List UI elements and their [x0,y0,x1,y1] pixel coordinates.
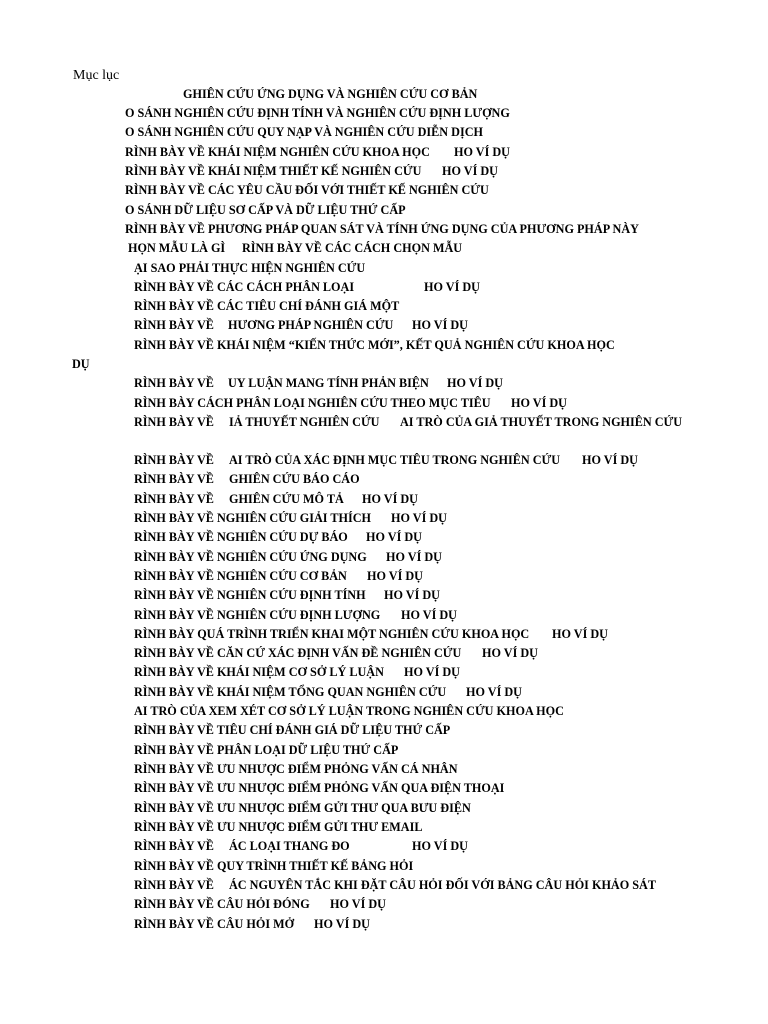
toc-entry-segment: HƯƠNG PHÁP NGHIÊN CỨU [228,318,394,332]
toc-entry: RÌNH BÀY VỀ CĂN CỨ XÁC ĐỊNH VẤN ĐỀ NGHIÊN CỨU [134,646,462,660]
toc-entry: RÌNH BÀY VỀ NGHIÊN CỨU GIẢI THÍCH [134,511,372,525]
toc-entry: RÌNH BÀY VỀ NGHIÊN CỨU ĐỊNH LƯỢNG [134,608,381,622]
toc-entry-segment: HO VÍ DỤ [442,164,498,178]
page-title: Mục lục [73,68,120,83]
toc-entry: O SÁNH NGHIÊN CỨU QUY NẠP VÀ NGHIÊN CỨU DIỄN DỊCH [125,125,483,139]
toc-entry: RÌNH BÀY VỀ ƯU NHƯỢC ĐIỂM GỬI THƯ QUA BƯU ĐIỆN [134,801,471,815]
toc-entry: RÌNH BÀY VỀ ƯU NHƯỢC ĐIỂM GỬI THƯ EMAIL [134,820,423,834]
toc-entry: RÌNH BÀY VỀ NGHIÊN CỨU CƠ BẢN [134,569,347,583]
toc-entry-segment: ÁC LOẠI THANG ĐO [229,839,350,853]
toc-entry: DỤ [72,357,90,371]
toc-entry-segment: GHIÊN CỨU BÁO CÁO [229,472,360,486]
toc-entry-segment: HO VÍ DỤ [314,917,370,931]
toc-entry: RÌNH BÀY VỀ [134,415,214,429]
toc-entry: RÌNH BÀY VỀ QUY TRÌNH THIẾT KẾ BẢNG HỎI [134,859,414,873]
toc-entry-segment: HO VÍ DỤ [511,396,567,410]
toc-entry-segment: HO VÍ DỤ [404,665,460,679]
toc-entry: HỌN MẪU LÀ GÌ [128,241,226,255]
toc-entry: RÌNH BÀY VỀ KHÁI NIỆM THIẾT KẾ NGHIÊN CỨU [125,164,422,178]
toc-entry: RÌNH BÀY VỀ NGHIÊN CỨU DỰ BÁO [134,530,348,544]
toc-entry: RÌNH BÀY VỀ [134,318,214,332]
toc-entry: RÌNH BÀY VỀ TIÊU CHÍ ĐÁNH GIÁ DỮ LIỆU THỨ CẤP [134,723,451,737]
toc-entry: RÌNH BÀY VỀ [134,453,214,467]
toc-entry: RÌNH BÀY VỀ PHƯƠNG PHÁP QUAN SÁT VÀ TÍNH ỨNG DỤNG CỦA PHƯƠNG PHÁP NÀY [125,222,639,236]
toc-entry: RÌNH BÀY VỀ [134,492,214,506]
toc-entry-segment: IẢ THUYẾT NGHIÊN CỨU [229,415,380,429]
toc-entry-segment: HO VÍ DỤ [412,318,468,332]
toc-entry: O SÁNH NGHIÊN CỨU ĐỊNH TÍNH VÀ NGHIÊN CỨU ĐỊNH LƯỢNG [125,106,510,120]
toc-entry: AI TRÒ CỦA XEM XÉT CƠ SỞ LÝ LUẬN TRONG NGHIÊN CỨU KHOA HỌC [134,704,564,718]
toc-entry-segment: GHIÊN CỨU MÔ TẢ [229,492,344,506]
toc-entry-segment: HO VÍ DỤ [386,550,442,564]
toc-entry: RÌNH BÀY VỀ CÁC TIÊU CHÍ ĐÁNH GIÁ MỘT [134,299,400,313]
toc-entry-segment: HO VÍ DỤ [552,627,608,641]
toc-entry: ẠI SAO PHẢI THỰC HIỆN NGHIÊN CỨU [134,261,366,275]
toc-entry: RÌNH BÀY VỀ [134,839,214,853]
toc-entry-segment: HO VÍ DỤ [401,608,457,622]
toc-entry-segment: RÌNH BÀY VỀ CÁC CÁCH CHỌN MẪU [242,241,463,255]
toc-entry-segment: HO VÍ DỤ [424,280,480,294]
toc-entry-segment: AI TRÒ CỦA GIẢ THUYẾT TRONG NGHIÊN CỨU [400,415,683,429]
toc-entry: RÌNH BÀY VỀ KHÁI NIỆM CƠ SỞ LÝ LUẬN [134,665,384,679]
toc-entry-segment: AI TRÒ CỦA XÁC ĐỊNH MỤC TIÊU TRONG NGHIÊN CỨU [229,453,561,467]
toc-entry-segment: HO VÍ DỤ [454,145,510,159]
toc-entry-segment: ÁC NGUYÊN TẮC KHI ĐẶT CÂU HỎI ĐỐI VỚI BẢNG CÂU HỎI KHẢO SÁT [229,878,656,892]
toc-entry: RÌNH BÀY VỀ ƯU NHƯỢC ĐIỂM PHỎNG VẤN QUA ĐIỆN THOẠI [134,781,505,795]
toc-entry: RÌNH BÀY VỀ CÁC CÁCH PHÂN LOẠI [134,280,355,294]
toc-entry-segment: HO VÍ DỤ [582,453,638,467]
toc-entry: RÌNH BÀY VỀ [134,376,214,390]
toc-entry-segment: HO VÍ DỤ [330,897,386,911]
toc-entry: RÌNH BÀY VỀ NGHIÊN CỨU ỨNG DỤNG [134,550,367,564]
toc-entry: RÌNH BÀY VỀ PHÂN LOẠI DỮ LIỆU THỨ CẤP [134,743,399,757]
toc-entry-segment: HO VÍ DỤ [482,646,538,660]
toc-entry: RÌNH BÀY VỀ [134,472,214,486]
toc-entry: RÌNH BÀY VỀ [134,878,214,892]
toc-entry: RÌNH BÀY VỀ CÂU HỎI ĐÓNG [134,897,310,911]
toc-entry: RÌNH BÀY VỀ ƯU NHƯỢC ĐIỂM PHỎNG VẤN CÁ NHÂN [134,762,458,776]
toc-entry-segment: HO VÍ DỤ [367,569,423,583]
toc-entry: RÌNH BÀY VỀ KHÁI NIỆM TỔNG QUAN NGHIÊN CỨU [134,685,447,699]
toc-entry: RÌNH BÀY QUÁ TRÌNH TRIỂN KHAI MỘT NGHIÊN CỨU KHOA HỌC [134,627,530,641]
toc-entry: RÌNH BÀY VỀ KHÁI NIỆM NGHIÊN CỨU KHOA HỌC [125,145,430,159]
toc-entry: RÌNH BÀY VỀ KHÁI NIỆM “KIẾN THỨC MỚI”, KẾT QUẢ NGHIÊN CỨU KHOA HỌC [134,338,615,352]
toc-entry-segment: HO VÍ DỤ [366,530,422,544]
toc-entry-segment: HO VÍ DỤ [412,839,468,853]
toc-entry-segment: HO VÍ DỤ [391,511,447,525]
toc-entry-segment: HO VÍ DỤ [384,588,440,602]
toc-entry-segment: HO VÍ DỤ [362,492,418,506]
toc-entry-segment: UY LUẬN MANG TÍNH PHẢN BIỆN [228,376,429,390]
toc-entry: RÌNH BÀY VỀ CÂU HỎI MỞ [134,917,295,931]
toc-entry: RÌNH BÀY VỀ CÁC YÊU CẦU ĐỐI VỚI THIẾT KẾ NGHIÊN CỨU [125,183,489,197]
toc-entry: O SÁNH DỮ LIỆU SƠ CẤP VÀ DỮ LIỆU THỨ CẤP [125,203,406,217]
toc-entry-segment: HO VÍ DỤ [447,376,503,390]
toc-entry: RÌNH BÀY VỀ NGHIÊN CỨU ĐỊNH TÍNH [134,588,366,602]
toc-entry-segment: HO VÍ DỤ [466,685,522,699]
toc-entry: GHIÊN CỨU ỨNG DỤNG VÀ NGHIÊN CỨU CƠ BẢN [183,87,478,101]
toc-entry: RÌNH BÀY CÁCH PHÂN LOẠI NGHIÊN CỨU THEO MỤC TIÊU [134,396,491,410]
